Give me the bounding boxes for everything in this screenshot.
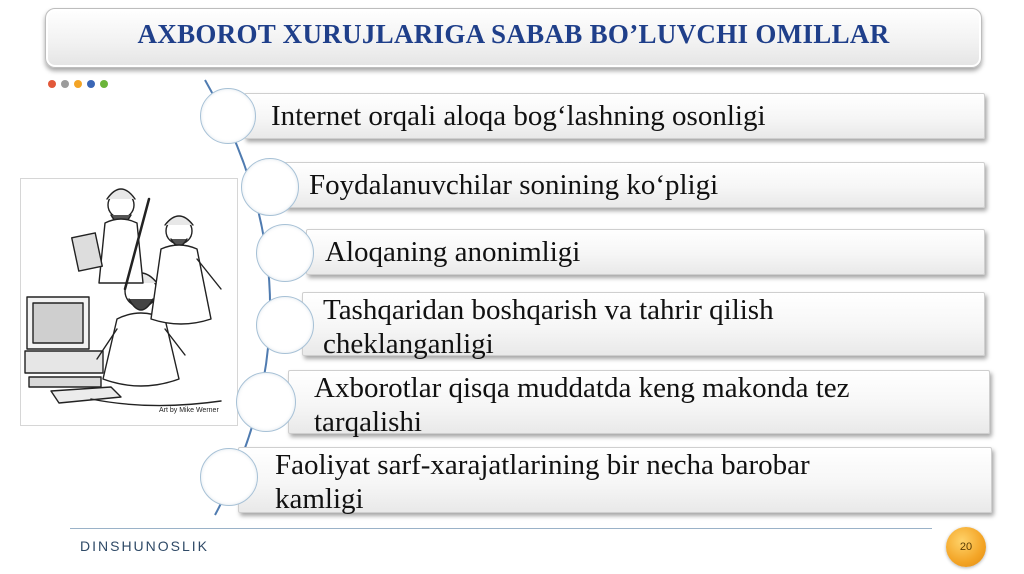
page-number-badge xyxy=(946,527,986,567)
list-item-1 xyxy=(244,93,985,139)
list-item-4-line1: Tashqaridan boshqarish va tahrir qilish xyxy=(323,294,774,326)
bullet-circle-5 xyxy=(236,372,296,432)
list-item-2-text: Foydalanuvchilar sonining ko‘pligi xyxy=(309,169,719,201)
bullet-circle-2 xyxy=(241,158,299,216)
list-item-4 xyxy=(302,292,985,360)
slide-title: AXBOROT XURUJLARIGA SABAB BO’LUVCHI OMILLAR xyxy=(137,18,890,49)
list-item-6-line2: kamligi xyxy=(275,483,364,515)
list-item-6-line1: Faoliyat sarf-xarajatlarining bir necha barobar xyxy=(275,449,810,481)
list-item-5-line1: Axborotlar qisqa muddatda keng makonda tez xyxy=(314,372,850,404)
list-item-2 xyxy=(284,162,985,208)
list-item-3-text: Aloqaning anonimligi xyxy=(325,236,581,268)
bullet-circle-3 xyxy=(256,224,314,282)
list-item-4-line2: cheklanganligi xyxy=(323,328,494,360)
list-item-1-text: Internet orqali aloqa bog‘lashning osonligi xyxy=(271,100,766,132)
page-number: 20 xyxy=(959,541,973,553)
list-item-5-line2: tarqalishi xyxy=(314,406,422,438)
cartoon-illustration xyxy=(20,178,238,426)
image-credit: Art by Mike Werner xyxy=(159,407,219,414)
list-item-6 xyxy=(238,447,992,513)
list-item-3 xyxy=(306,229,985,275)
bullet-circle-4 xyxy=(256,296,314,354)
footer-label: DINSHUNOSLIK xyxy=(80,538,210,554)
footer-divider xyxy=(70,528,932,529)
bullet-circle-1 xyxy=(200,88,256,144)
list-item-5 xyxy=(288,370,990,438)
bullet-circle-6 xyxy=(200,448,258,506)
